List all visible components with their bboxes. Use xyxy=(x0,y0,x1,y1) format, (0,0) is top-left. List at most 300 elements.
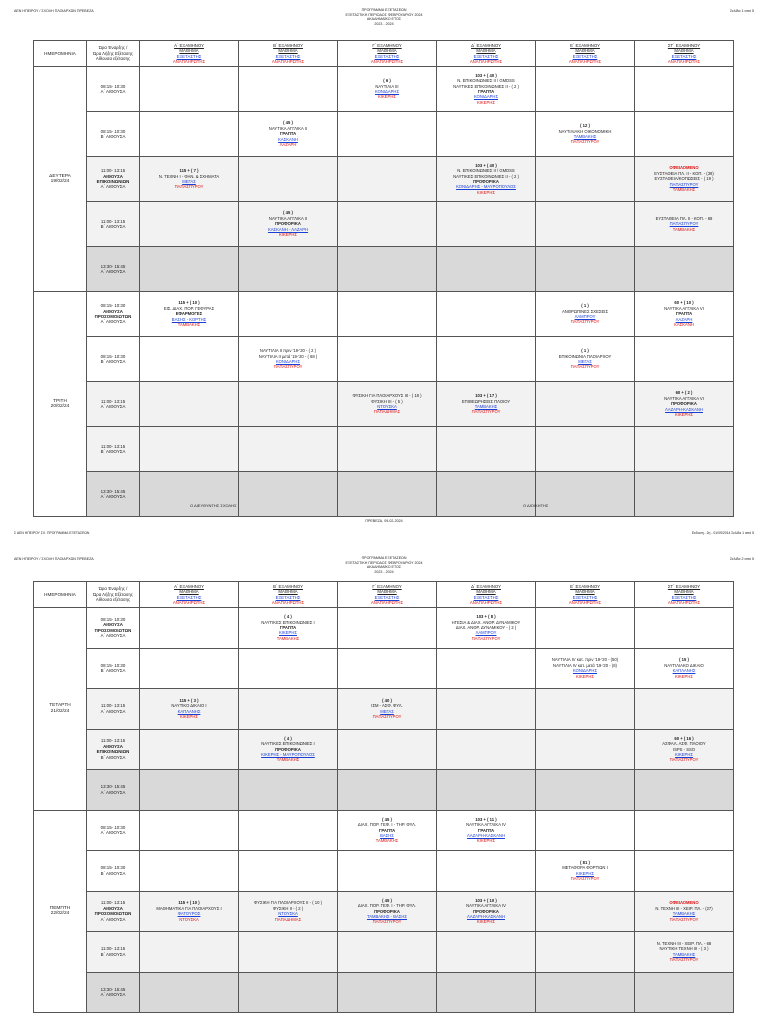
exam-cell-sem-2 xyxy=(239,157,338,202)
substitute: ΠΑΠΑΣΠΥΡΟΥ xyxy=(669,957,699,963)
course-code: ( 15 ) xyxy=(679,657,689,663)
course-name: ΝΑΥΤΙΚΕΣ ΕΠΙΚΟΙΝΩΝΙΕΣ ΙΙ - ( 2 ) xyxy=(453,83,519,89)
semester-header-2 xyxy=(239,582,338,608)
semester-header-1 xyxy=(140,582,239,608)
table-row xyxy=(34,67,734,112)
course-name: Ν. ΤΕΧΝΗ ΙΙΙ - ΧΕΙΡ. ΠΛ. - (27) xyxy=(655,905,713,911)
exam-cell-sem-6 xyxy=(635,67,734,112)
exam-cell-sem-6 xyxy=(635,810,734,851)
exam-cell-sem-3 xyxy=(338,891,437,932)
course-name: ΝΑΥΤΙΛΙΑ ΙΙΙ xyxy=(375,83,399,89)
day-name: ΤΕΤΑΡΤΗ xyxy=(49,703,71,709)
day-cell xyxy=(34,292,87,517)
exam-cell-sem-2 xyxy=(239,608,338,649)
day-date: 21/02/24 xyxy=(50,708,70,714)
exam-type: ΓΡΑΠΤΑ xyxy=(279,625,297,631)
day-name: ΠΕΜΠΤΗ xyxy=(49,905,71,911)
exam-room: Α΄ ΑΙΘΟΥΣΑ xyxy=(100,916,126,922)
day-name: ΔΕΥΤΕΡΑ xyxy=(49,173,71,179)
course-name: ΝΑΥΤΙΚΕΣ ΕΠΙΚΟΙΝΩΝΙΕΣ Ι xyxy=(261,741,315,747)
exam-cell-sem-1 xyxy=(140,608,239,649)
course-code: ( 4 ) xyxy=(284,614,292,620)
semester-name: Δ΄ ΕΞΑΜΗΝΟΥ xyxy=(471,583,501,589)
time-header-line: Αίθουσα εξέτασης xyxy=(95,597,131,603)
footer-date: ΠΡΕΒΕΖΑ, 09-02-2024 xyxy=(365,519,403,523)
exam-type: ΠΡΟΦΟΡΙΚΑ xyxy=(275,746,301,752)
time-column-header xyxy=(87,582,140,608)
substitute: ΚΙΚΕΡΗΣ xyxy=(477,189,495,195)
substitute-label: ΑΝΑΠΛΗΡΩΤΗΣ xyxy=(667,599,701,605)
exam-cell-sem-5 xyxy=(536,770,635,811)
exam-cell-sem-3 xyxy=(338,337,437,382)
examiner: ΚΑΠΛΑΝΗΣ xyxy=(672,668,696,674)
semester-header-6 xyxy=(635,582,734,608)
substitute: ΠΑΠΑΔΗΜΑΣ xyxy=(274,916,302,922)
exam-cell-sem-2 xyxy=(239,729,338,770)
time-cell xyxy=(87,810,140,851)
course-name: ΕΥΣΤΑΘΕΙΑ ΠΛ. ΙΙ - ΚΟΠ. - 68 xyxy=(655,215,713,221)
substitute: ΠΑΠΑΣΠΥΡΟΥ xyxy=(372,919,402,925)
exam-cell-sem-3 xyxy=(338,648,437,689)
exam-room: Β΄ ΑΙΘΟΥΣΑ xyxy=(100,449,126,454)
substitute: ΚΙΚΕΡΗΣ xyxy=(477,919,495,925)
course-code: 60 + ( 2 ) xyxy=(675,390,693,396)
day-date: 20/02/24 xyxy=(50,404,70,409)
examiner-label: ΕΞΕΤΑΣΤΗΣ xyxy=(275,594,301,600)
time-cell xyxy=(87,972,140,1013)
exam-cell-sem-2 xyxy=(239,382,338,427)
examiner-label: ΕΞΕΤΑΣΤΗΣ xyxy=(572,53,598,59)
table-row xyxy=(34,810,734,851)
substitute: ΤΑΜΒΑΚΗΣ xyxy=(276,757,300,763)
exam-time: 08:15- 10:30 xyxy=(100,303,126,309)
examiner: ΛΑΖΑΡΗ xyxy=(675,316,693,322)
time-column-header xyxy=(87,41,140,67)
exam-cell-sem-3 xyxy=(338,729,437,770)
exam-cell-sem-5 xyxy=(536,67,635,112)
schedule-page-2 xyxy=(0,548,768,1024)
exam-type: ΠΡΟΦΟΡΙΚΑ xyxy=(473,908,499,914)
course-code: ( 40 ) xyxy=(382,697,392,703)
exam-room: ΑΙΘΟΥΣΑ xyxy=(103,905,123,911)
exam-cell-sem-4 xyxy=(437,689,536,730)
course-code: ( 45 ) xyxy=(382,816,392,822)
course-name: ΝΑΥΤΙΚΗ ΤΕΧΝΗ ΙΙΙ - ( 3 ) xyxy=(659,946,709,952)
examiner: ΚΙΚΕΡΗΣ xyxy=(576,870,594,876)
exam-room: Α΄ ΑΙΘΟΥΣΑ xyxy=(100,319,126,325)
exam-cell-sem-4 xyxy=(437,891,536,932)
substitute: ΠΑΠΑΣΠΥΡΟΥ xyxy=(471,409,501,415)
course-code: ( 4 ) xyxy=(284,735,292,741)
exam-cell-sem-4 xyxy=(437,932,536,973)
examiner: ΛΑΖΑΡΗ-ΚΑΣΚΑΝΗ xyxy=(665,406,703,412)
exam-cell-sem-2 xyxy=(239,891,338,932)
course-code: 115 + ( 3 ) xyxy=(179,697,199,703)
exam-room: Α΄ ΑΙΘΟΥΣΑ xyxy=(100,494,126,499)
substitute: ΚΙΚΕΡΗΣ xyxy=(675,412,693,418)
exam-cell-sem-3 xyxy=(338,689,437,730)
exam-cell-sem-5 xyxy=(536,608,635,649)
semester-name: Α΄ ΕΞΑΜΗΝΟΥ xyxy=(174,583,204,589)
exam-cell-sem-5 xyxy=(536,932,635,973)
time-cell xyxy=(87,851,140,892)
exam-cell-sem-3 xyxy=(338,810,437,851)
substitute-label: ΑΝΑΠΛΗΡΩΤΗΣ xyxy=(370,599,404,605)
course-name: ΝΑΥΤΙΚΕΣ ΕΠΙΚΟΙΝΩΝΙΕΣ Ι xyxy=(261,619,315,625)
page-number: Σελίδα 2 από 5 xyxy=(729,557,754,561)
substitute: ΠΑΠΑΔΗΜΑΣ xyxy=(373,409,401,415)
exam-cell-sem-5 xyxy=(536,972,635,1013)
substitute-label: ΑΝΑΠΛΗΡΩΤΗΣ xyxy=(667,58,701,64)
course-code: 103 + ( 40 ) xyxy=(475,72,497,78)
semester-name: Α΄ ΕΞΑΜΗΝΟΥ xyxy=(174,42,204,48)
substitute-label: ΑΝΑΠΛΗΡΩΤΗΣ xyxy=(469,599,503,605)
exam-cell-sem-6 xyxy=(635,247,734,292)
page-number: Σελίδα 1 από 5 xyxy=(729,9,754,13)
exam-room: Α΄ ΑΙΘΟΥΣΑ xyxy=(100,633,126,639)
course-code: ( 6 ) xyxy=(383,78,391,84)
exam-room: Α΄ ΑΙΘΟΥΣΑ xyxy=(100,830,126,836)
day-name: ΤΡΙΤΗ xyxy=(53,398,67,404)
time-cell xyxy=(87,247,140,292)
course-name: ΦΥΣΙΚΗ ΙΙΙ - ( 5 ) xyxy=(371,398,403,404)
course-label: ΜΑΘΗΜΑ xyxy=(377,589,397,595)
exam-cell-sem-1 xyxy=(140,157,239,202)
course-label: ΜΑΘΗΜΑ xyxy=(179,589,199,595)
exam-schedule-table xyxy=(33,581,734,1013)
semester-name: Β΄ ΕΞΑΜΗΝΟΥ xyxy=(273,583,303,589)
exam-cell-sem-5 xyxy=(536,472,635,517)
semester-name: Ε΄ ΕΞΑΜΗΝΟΥ xyxy=(570,42,600,48)
exam-cell-sem-1 xyxy=(140,67,239,112)
document-title: ΠΡΟΓΡΑΜΜΑ ΕΞΕΤΑΣΕΩΝ ΕΞΕΤΑΣΤΙΚΗ ΠΕΡΙΟΔΟΣ ΦΕΒΡΟΥΑΡΙΟΥ 2024 ΑΚΑΔΗΜΑΪΚΟ ΕΤΟΣ 2023 - 2024 xyxy=(345,8,423,26)
course-label: ΜΑΘΗΜΑ xyxy=(476,589,496,595)
document-title: ΠΡΟΓΡΑΜΜΑ ΕΞΕΤΑΣΕΩΝ ΕΞΕΤΑΣΤΙΚΗ ΠΕΡΙΟΔΟΣ ΦΕΒΡΟΥΑΡΙΟΥ 2024 ΑΚΑΔΗΜΑΪΚΟ ΕΤΟΣ 2023 - 2024 xyxy=(345,556,423,574)
header-row xyxy=(34,582,734,608)
exam-cell-sem-1 xyxy=(140,891,239,932)
examiner: ΤΑΜΒΑΚΗΣ - ΒΑΣΗΣ xyxy=(366,913,408,919)
exam-cell-sem-4 xyxy=(437,608,536,649)
exam-cell-sem-6 xyxy=(635,729,734,770)
examiner: ΛΑΖΑΡΗ-ΚΑΣΚΑΝΗ xyxy=(467,832,505,838)
exam-cell-sem-3 xyxy=(338,851,437,892)
table-row xyxy=(34,382,734,427)
examiner: ΦΑΤΟΥΡΟΣ xyxy=(177,911,201,917)
exam-room: ΕΠΙΚΟΙΝΩΝΙΩΝ xyxy=(96,179,130,184)
exam-time: 08:15- 10:30 xyxy=(100,662,126,668)
examiner-label: ΕΞΕΤΑΣΤΗΣ xyxy=(671,594,697,600)
time-header-line: Ώρα Έναρξης / xyxy=(98,45,128,51)
course-name: ΕΥΣΤΑΘΕΙΑ ΠΛ. ΙΙ - ΚΟΠ. - (39) xyxy=(654,170,714,176)
exam-cell-sem-5 xyxy=(536,648,635,689)
semester-header-5 xyxy=(536,41,635,67)
exam-time: 08:15- 10:30 xyxy=(100,128,126,134)
examiner: ΚΙΚΕΡΗΣ xyxy=(279,630,297,636)
exam-cell-sem-2 xyxy=(239,932,338,973)
exam-room: ΑΙΘΟΥΣΑ xyxy=(103,308,123,314)
semester-header-3 xyxy=(338,582,437,608)
substitute-label: ΑΝΑΠΛΗΡΩΤΗΣ xyxy=(271,58,305,64)
semester-header-1 xyxy=(140,41,239,67)
course-label: ΜΑΘΗΜΑ xyxy=(278,48,298,54)
school-header: ΑΕΝ ΗΠΕΙΡΟΥ / ΣΧΟΛΗ ΠΛΟΙΑΡΧΩΝ ΠΡΕΒΕΖΑ xyxy=(14,9,94,13)
examiner-label: ΕΞΕΤΑΣΤΗΣ xyxy=(473,594,499,600)
course-code: ( 12 ) xyxy=(580,123,590,129)
course-name: ΦΥΣΙΚΗ ΓΙΑ ΠΛΟΙΑΡΧΟΥΣ ΙΙ - ( 10 ) xyxy=(254,900,322,906)
exam-room: Α΄ ΑΙΘΟΥΣΑ xyxy=(100,992,126,998)
time-header-line: Ώρα Λήξης Εξέτασης xyxy=(93,50,133,56)
course-code: 103 + ( 40 ) xyxy=(475,162,497,168)
examiner: ΚΑΣΚΑΝΗ xyxy=(278,136,298,142)
course-name: ΗΓΕΣΙΑ & ΔΙΑΧ. ΑΝΘΡ. ΔΥΝΑΜΙΚΟΥ xyxy=(451,619,521,625)
exam-time: 11:00- 13:15 xyxy=(100,168,126,174)
examiner: ΚΑΠΛΑΝΗΣ xyxy=(177,708,201,714)
exam-cell-sem-6 xyxy=(635,472,734,517)
exam-cell-sem-1 xyxy=(140,472,239,517)
substitute-label: ΑΝΑΠΛΗΡΩΤΗΣ xyxy=(172,599,206,605)
substitute: ΚΙΚΕΡΗΣ xyxy=(477,838,495,844)
course-label: ΜΑΘΗΜΑ xyxy=(575,48,595,54)
substitute: ΝΤΟΥΣΚΑ xyxy=(179,916,199,922)
course-code: ( 45 ) xyxy=(382,897,392,903)
exam-type: ΕΦΑΡΜΟΓΕΣ xyxy=(175,311,203,317)
exam-room: ΠΡΟΣΟΜΟΙΩΤΩΝ xyxy=(94,314,132,319)
time-header-line: Αίθουσα εξέτασης xyxy=(95,56,131,62)
examiner: ΠΑΠΑΣΠΥΡΟΥ xyxy=(669,181,699,187)
examiner: ΛΑΜΠΡΟΥ xyxy=(574,314,596,319)
exam-cell-sem-6 xyxy=(635,891,734,932)
substitute: ΤΑΜΒΑΚΗΣ xyxy=(672,187,696,193)
footer-left: Σ ΑΕΝ ΗΠΕΙΡΟΥ ΣΧ. ΠΡΟΓΡΑΜΜΑ ΕΞΕΤΑΣΕΩΝ xyxy=(14,531,90,535)
exam-time: 08:15- 10:30 xyxy=(100,616,126,622)
exam-time: 11:00- 13:15 xyxy=(100,443,126,449)
examiner: ΚΟΝΙΔΑΡΗΣ - ΜΑΥΡΟΠΟΥΛΟΣ xyxy=(456,184,516,190)
exam-room: Β΄ ΑΙΘΟΥΣΑ xyxy=(100,870,126,876)
examiner-label: ΕΞΕΤΑΣΤΗΣ xyxy=(473,53,499,59)
course-name: ΝΑΥΤΙΛΙΑ IV κατ. πριν '19-'20 - (50) xyxy=(551,657,619,663)
semester-header-3 xyxy=(338,41,437,67)
exam-cell-sem-6 xyxy=(635,337,734,382)
examiner: ΜΕΓΑΣ xyxy=(578,359,592,364)
exam-type: ΠΡΟΦΟΡΙΚΑ xyxy=(671,401,697,407)
table-row xyxy=(34,851,734,892)
exam-cell-sem-5 xyxy=(536,247,635,292)
table-row xyxy=(34,608,734,649)
substitute: ΠΑΠΑΣΠΥΡΟΥ xyxy=(174,184,204,190)
exam-cell-sem-5 xyxy=(536,157,635,202)
exam-cell-sem-1 xyxy=(140,689,239,730)
course-name: ΝΑΥΤΙΚΑ ΑΓΓΛΙΚΑ VI xyxy=(664,395,704,401)
overdue-label: ΟΦΕΙΛΟΜΕΝΟ xyxy=(669,900,699,906)
table-row xyxy=(34,292,734,337)
exam-room: Α΄ ΑΙΘΟΥΣΑ xyxy=(100,789,126,795)
exam-room: ΕΠΙΚΟΙΝΩΝΙΩΝ xyxy=(96,749,130,755)
examiner-label: ΕΞΕΤΑΣΤΗΣ xyxy=(374,594,400,600)
examiner: ΠΑΠΑΣΠΥΡΟΥ xyxy=(669,221,699,227)
time-cell xyxy=(87,891,140,932)
course-name: ΑΝΘΡΩΠΙΝΕΣ ΣΧΕΣΕΙΣ xyxy=(561,308,609,314)
course-code: 103 + ( 10 ) xyxy=(475,897,497,903)
course-label: ΜΑΘΗΜΑ xyxy=(179,48,199,54)
exam-cell-sem-4 xyxy=(437,972,536,1013)
day-date: 19/02/24 xyxy=(50,179,70,184)
course-name: ΝΑΥΤΙΛΙΑ ΙΙ μετά '19-'20 - ( 68 ) xyxy=(258,353,318,359)
course-name: Ν. ΕΠΙΚΟΙΝΩΝΙΕΣ ΙΙ / GMDSS xyxy=(457,78,515,84)
table-row xyxy=(34,337,734,382)
examiner: ΒΑΣΗΣ - ΚΟΡΤΗΣ xyxy=(171,316,207,322)
exam-cell-sem-5 xyxy=(536,427,635,472)
table-row xyxy=(34,157,734,202)
table-row xyxy=(34,770,734,811)
exam-room: Α΄ ΑΙΘΟΥΣΑ xyxy=(100,708,126,714)
date-column-header: ΗΜΕΡΟΜΗΝΙΑ xyxy=(34,41,87,67)
exam-cell-sem-4 xyxy=(437,472,536,517)
exam-cell-sem-3 xyxy=(338,202,437,247)
substitute: ΤΑΜΒΑΚΗΣ xyxy=(672,226,696,232)
semester-name: Β΄ ΕΞΑΜΗΝΟΥ xyxy=(273,42,303,48)
exam-room: ΠΡΟΣΟΜΟΙΩΤΩΝ xyxy=(94,911,132,917)
exam-cell-sem-6 xyxy=(635,770,734,811)
course-name: ΝΑΥΤΙΚΑ ΑΓΓΛΙΚΑ IV xyxy=(466,903,506,909)
exam-cell-sem-5 xyxy=(536,729,635,770)
course-code: 60 + ( 16 ) xyxy=(674,735,694,741)
exam-cell-sem-4 xyxy=(437,247,536,292)
course-name: ΔΙΑΧ. ΠΟΡ. ΓΕΦ. Ι - ΤΗΡ. ΦΥΛ. xyxy=(357,903,417,909)
exam-time: 13:30- 15:45 xyxy=(100,784,126,790)
exam-cell-sem-2 xyxy=(239,689,338,730)
date-column-header: ΗΜΕΡΟΜΗΝΙΑ xyxy=(34,582,87,608)
exam-cell-sem-3 xyxy=(338,382,437,427)
course-name: Ν. ΤΕΧΝΗ ΙΙΙ - ΧΕΙΡ. ΠΛ. - 68 xyxy=(656,940,712,946)
substitute-label: ΑΝΑΠΛΗΡΩΤΗΣ xyxy=(568,599,602,605)
course-name: ΕΠΙΚΟΙΝΩΝΙΑ ΠΛΟΙΑΡΧΟΥ xyxy=(558,353,612,359)
table-row xyxy=(34,891,734,932)
table-row xyxy=(34,472,734,517)
exam-cell-sem-6 xyxy=(635,932,734,973)
exam-cell-sem-6 xyxy=(635,112,734,157)
substitute: ΤΑΜΒΑΚΗΣ xyxy=(375,838,399,844)
exam-cell-sem-2 xyxy=(239,247,338,292)
semester-name: ΣΤ΄ ΕΞΑΜΗΝΟΥ xyxy=(667,42,701,48)
examiner: ΚΟΝΙΔΑΡΗΣ xyxy=(473,94,499,100)
semester-name: Γ΄ ΕΞΑΜΗΝΟΥ xyxy=(372,583,402,589)
exam-cell-sem-3 xyxy=(338,770,437,811)
exam-cell-sem-5 xyxy=(536,202,635,247)
substitute: ΚΙΚΕΡΗΣ xyxy=(378,94,396,100)
examiner-label: ΕΞΕΤΑΣΤΗΣ xyxy=(671,53,697,59)
exam-room: Β΄ ΑΙΘΟΥΣΑ xyxy=(100,754,126,760)
course-label: ΜΑΘΗΜΑ xyxy=(674,589,694,595)
exam-time: 11:00- 13:15 xyxy=(100,900,126,906)
exam-time: 13:30- 15:45 xyxy=(100,263,126,269)
exam-cell-sem-1 xyxy=(140,202,239,247)
exam-cell-sem-2 xyxy=(239,972,338,1013)
exam-cell-sem-5 xyxy=(536,337,635,382)
examiner-label: ΕΞΕΤΑΣΤΗΣ xyxy=(572,594,598,600)
day-date: 22/02/24 xyxy=(50,911,70,917)
substitute: ΠΑΠΑΣΠΥΡΟΥ xyxy=(669,757,699,763)
substitute: ΠΑΠΑΣΠΥΡΟΥ xyxy=(570,364,600,370)
exam-cell-sem-1 xyxy=(140,382,239,427)
exam-cell-sem-2 xyxy=(239,202,338,247)
exam-cell-sem-2 xyxy=(239,427,338,472)
day-cell xyxy=(34,608,87,811)
course-name: ΜΑΘΗΜΑΤΙΚΑ ΓΙΑ ΠΛΟΙΑΡΧΟΥΣ Ι xyxy=(156,905,222,911)
substitute: ΤΑΜΒΑΚΗΣ xyxy=(276,635,300,641)
school-header: ΑΕΝ ΗΠΕΙΡΟΥ / ΣΧΟΛΗ ΠΛΟΙΑΡΧΩΝ ΠΡΕΒΕΖΑ xyxy=(14,557,94,561)
table-row xyxy=(34,932,734,973)
exam-type: ΠΡΟΦΟΡΙΚΑ xyxy=(275,221,301,227)
exam-cell-sem-1 xyxy=(140,972,239,1013)
signature-director: Ο ΔΙΕΥΘΥΝΤΗΣ ΣΧΟΛΗΣ xyxy=(190,503,237,508)
exam-time: 11:00- 13:15 xyxy=(100,738,126,744)
exam-cell-sem-4 xyxy=(437,292,536,337)
exam-room: Α΄ ΑΙΘΟΥΣΑ xyxy=(100,269,126,274)
time-cell xyxy=(87,202,140,247)
substitute: ΤΑΜΒΑΚΗΣ xyxy=(177,322,201,328)
course-code: 103 + ( 11 ) xyxy=(475,816,497,822)
semester-header-4 xyxy=(437,582,536,608)
exam-cell-sem-3 xyxy=(338,608,437,649)
time-cell xyxy=(87,608,140,649)
course-name: ΦΥΣΙΚΗ ΓΙΑ ΠΛΟΙΑΡΧΟΥΣ ΙΙΙ - ( 18 ) xyxy=(352,393,422,399)
course-name: ΝΑΥΤΙΚΑ ΑΓΓΛΙΚΑ VI xyxy=(664,305,704,311)
course-name: ISPS - SSO xyxy=(672,746,696,752)
exam-room: Α΄ ΑΙΘΟΥΣΑ xyxy=(100,89,126,94)
substitute: ΚΙΚΕΡΗΣ xyxy=(279,232,297,238)
exam-cell-sem-3 xyxy=(338,67,437,112)
exam-cell-sem-2 xyxy=(239,472,338,517)
exam-type: ΠΡΟΦΟΡΙΚΑ xyxy=(473,179,499,184)
time-cell xyxy=(87,112,140,157)
exam-cell-sem-2 xyxy=(239,810,338,851)
course-name: ΑΣΦΑΛ. ΑΣΦ. ΠΛΟΙΟΥ xyxy=(662,741,706,747)
examiner: ΤΑΜΒΑΚΗΣ xyxy=(474,404,498,409)
course-name: ΕΥΣΤΑΘΕΙΑ/ΚΟΠΩΣΕΙΣ - ( 19 ) xyxy=(654,176,714,182)
overdue-label: ΟΦΕΙΛΟΜΕΝΟ xyxy=(669,165,699,171)
exam-cell-sem-4 xyxy=(437,112,536,157)
course-name: ΕΠΙΘΕΩΡΗΣΕΙΣ ΠΛΟΙΟΥ xyxy=(461,398,511,404)
exam-cell-sem-6 xyxy=(635,382,734,427)
header-row xyxy=(34,41,734,67)
course-label: ΜΑΘΗΜΑ xyxy=(575,589,595,595)
exam-type: ΓΡΑΠΤΑ xyxy=(675,311,693,317)
examiner: ΚΟΝΙΔΑΡΗΣ xyxy=(275,359,301,364)
exam-cell-sem-1 xyxy=(140,292,239,337)
course-code: ( 1 ) xyxy=(581,303,589,309)
exam-cell-sem-6 xyxy=(635,427,734,472)
exam-cell-sem-4 xyxy=(437,810,536,851)
course-code: 115 + ( 10 ) xyxy=(178,300,200,306)
exam-cell-sem-5 xyxy=(536,810,635,851)
exam-cell-sem-3 xyxy=(338,292,437,337)
semester-header-5 xyxy=(536,582,635,608)
table-row xyxy=(34,972,734,1013)
exam-time: 11:00- 13:15 xyxy=(100,703,126,709)
course-code: ( 45 ) xyxy=(283,120,293,126)
substitute: ΚΑΣΚΑΝΗ xyxy=(674,322,694,328)
course-name: ΝΑΥΤΙΚΕΣ ΕΠΙΚΟΙΝΩΝΙΕΣ ΙΙ - ( 2 ) xyxy=(453,173,519,179)
substitute: ΚΙΚΕΡΗΣ xyxy=(180,714,198,720)
exam-cell-sem-2 xyxy=(239,292,338,337)
examiner-label: ΕΞΕΤΑΣΤΗΣ xyxy=(176,594,202,600)
course-code: 115 + ( 10 ) xyxy=(178,900,200,906)
substitute: ΚΙΚΕΡΗΣ xyxy=(675,673,693,679)
course-code: 103 + ( 8 ) xyxy=(476,614,496,620)
time-cell xyxy=(87,67,140,112)
exam-cell-sem-5 xyxy=(536,382,635,427)
course-name: ΦΥΣΙΚΗ ΙΙ - ( 2 ) xyxy=(272,905,304,911)
